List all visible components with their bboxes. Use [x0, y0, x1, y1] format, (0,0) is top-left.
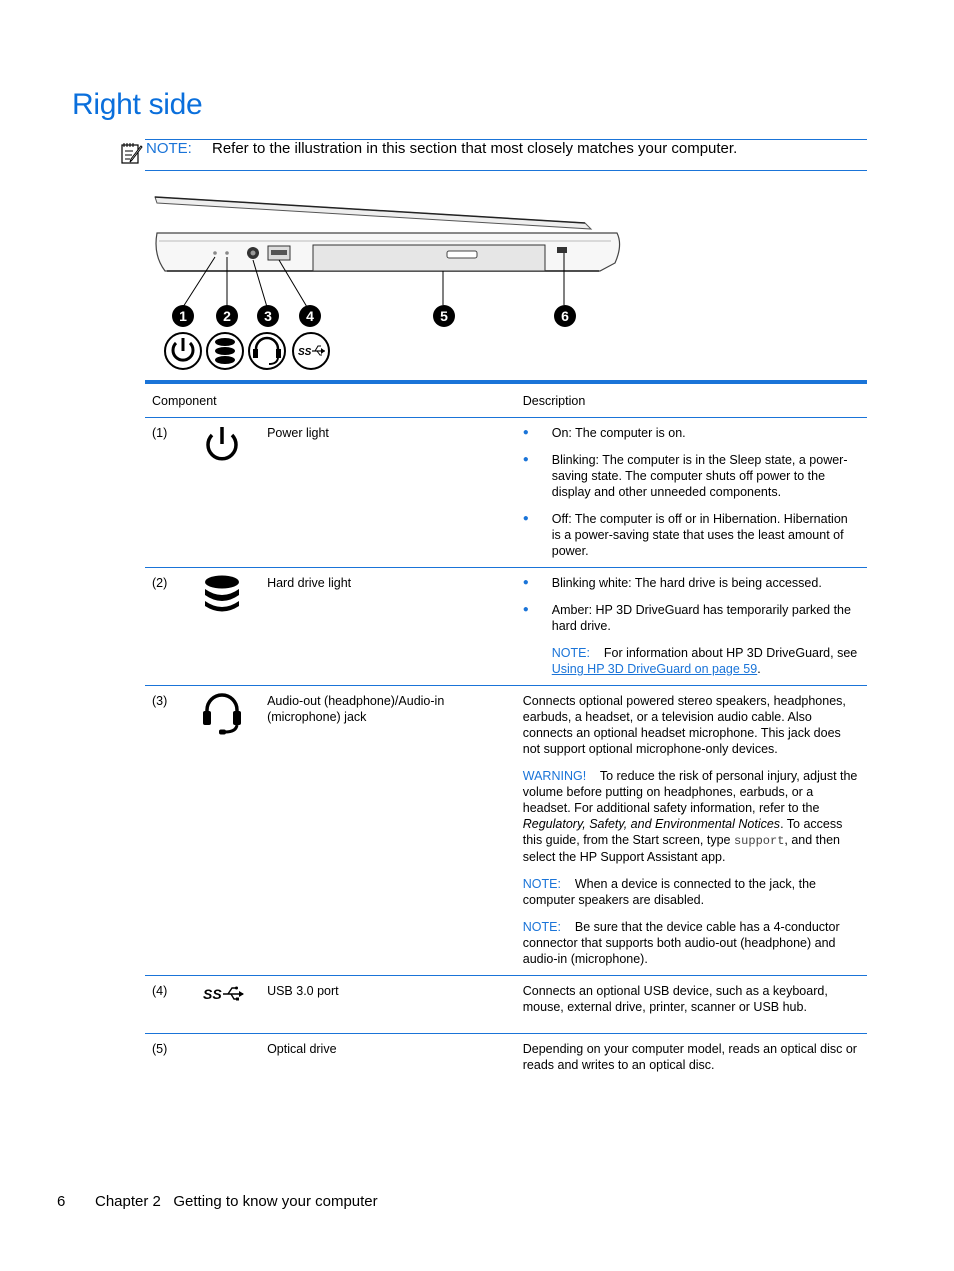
svg-text:2: 2	[223, 308, 231, 324]
svg-text:SS: SS	[298, 347, 312, 358]
driveguard-link[interactable]: Using HP 3D DriveGuard on page 59	[551, 662, 758, 676]
hard-drive-icon	[201, 573, 243, 615]
row-number: (2)	[152, 576, 168, 590]
warning-block: WARNING! To reduce the risk of personal injury, adjust the volume before putting on headphones, earbuds, or a headset. For additional safety information, refer to the Regulatory, Safety, and Environmental Notices. To access this guide, from the Start screen, type support, and then select the HP Support Assistant app.	[522, 769, 858, 864]
row-number: (4)	[152, 984, 168, 998]
header-description: Description	[522, 394, 586, 408]
callout-1	[172, 305, 194, 327]
jack-note: NOTE: When a device is connected to the jack, the computer speakers are disabled.	[522, 877, 816, 907]
svg-text:5: 5	[440, 308, 448, 324]
row-number: (5)	[152, 1042, 168, 1056]
callout-5	[433, 305, 455, 327]
notices-title: Regulatory, Safety, and Environmental Notices	[522, 817, 781, 831]
description-text: Connects an optional USB device, such as a keyboard, mouse, external drive, printer, scanner or USB hub.	[522, 984, 828, 1014]
description-text: Connects optional powered stereo speakers, headphones, earbuds, a headset, or a television audio cable. Also connects an optional headset microphone. This jack does not support optional microphone-only devices.	[522, 694, 846, 756]
note-label: NOTE:	[551, 646, 590, 660]
row-number: (1)	[152, 426, 168, 440]
table-row	[145, 1034, 867, 1081]
table-row	[145, 976, 867, 1034]
right-side-illustration	[145, 185, 635, 375]
description-text: Depending on your computer model, reads an optical disc or reads and writes to an optical disc.	[522, 1042, 857, 1072]
callout-2	[216, 305, 238, 327]
page-number: 6	[57, 1193, 66, 1210]
description-bullet: ● On: The computer is on.	[523, 425, 860, 441]
chapter-title: Chapter 2 Getting to know your computer	[95, 1193, 378, 1210]
component-name: Optical drive	[267, 1042, 337, 1056]
svg-text:6: 6	[561, 308, 569, 324]
description-bullet: ● Off: The computer is off or in Hibernation. Hibernation is a power-saving state that uses the least amount of power.	[523, 511, 860, 559]
component-name: Audio-out (headphone)/Audio-in (microphone) jack	[267, 694, 445, 724]
cable-note: NOTE: Be sure that the device cable has a 4-conductor connector that supports both audio-out (headphone) and audio-in (microphone).	[522, 920, 840, 966]
table-row	[145, 568, 867, 686]
power-icon	[201, 423, 243, 465]
drive-note: NOTE: For information about HP 3D DriveGuard, see Using HP 3D DriveGuard on page 59.	[551, 646, 858, 676]
note-label: NOTE:	[522, 877, 561, 891]
svg-text:3: 3	[264, 308, 272, 324]
app-name: HP Support Assistant	[579, 850, 698, 864]
page-title: Right side	[72, 88, 203, 121]
component-name: USB 3.0 port	[267, 984, 339, 998]
note-pad-icon	[120, 141, 144, 165]
header-component: Component	[152, 394, 217, 408]
callout-3	[257, 305, 279, 327]
usb-ss-icon	[201, 981, 245, 1007]
callout-4	[299, 305, 321, 327]
note-text: Refer to the illustration in this section that most closely matches your computer.	[212, 140, 738, 157]
callout-6	[554, 305, 576, 327]
power-icon-circled	[165, 333, 201, 369]
svg-text:SS: SS	[203, 986, 223, 1002]
svg-text:1: 1	[179, 308, 187, 324]
row-number: (3)	[152, 694, 168, 708]
description-bullet: ● Amber: HP 3D DriveGuard has temporarily parked the hard drive.	[523, 602, 860, 634]
description-bullet: ● Blinking: The computer is in the Sleep state, a power-saving state. The computer shuts off power to the display and other unneeded components.	[523, 452, 860, 500]
headset-icon-circled	[249, 333, 285, 369]
note-label: NOTE:	[522, 920, 561, 934]
description-bullet: ● Blinking white: The hard drive is being accessed.	[523, 575, 860, 591]
component-name: Power light	[267, 426, 329, 440]
headset-icon	[201, 691, 243, 735]
table-row	[145, 686, 867, 976]
typed-command: support	[733, 834, 785, 848]
note-text: For information about HP 3D DriveGuard, see	[603, 646, 858, 660]
table-header-row	[145, 382, 867, 418]
usb-ss-icon-circled	[293, 333, 329, 369]
svg-text:4: 4	[306, 308, 314, 324]
table-row	[145, 418, 867, 568]
warning-label: WARNING!	[522, 769, 587, 783]
components-table	[145, 380, 867, 1080]
component-name: Hard drive light	[267, 576, 352, 590]
hard-drive-icon-circled	[207, 333, 243, 369]
note-label: NOTE:	[146, 140, 192, 157]
